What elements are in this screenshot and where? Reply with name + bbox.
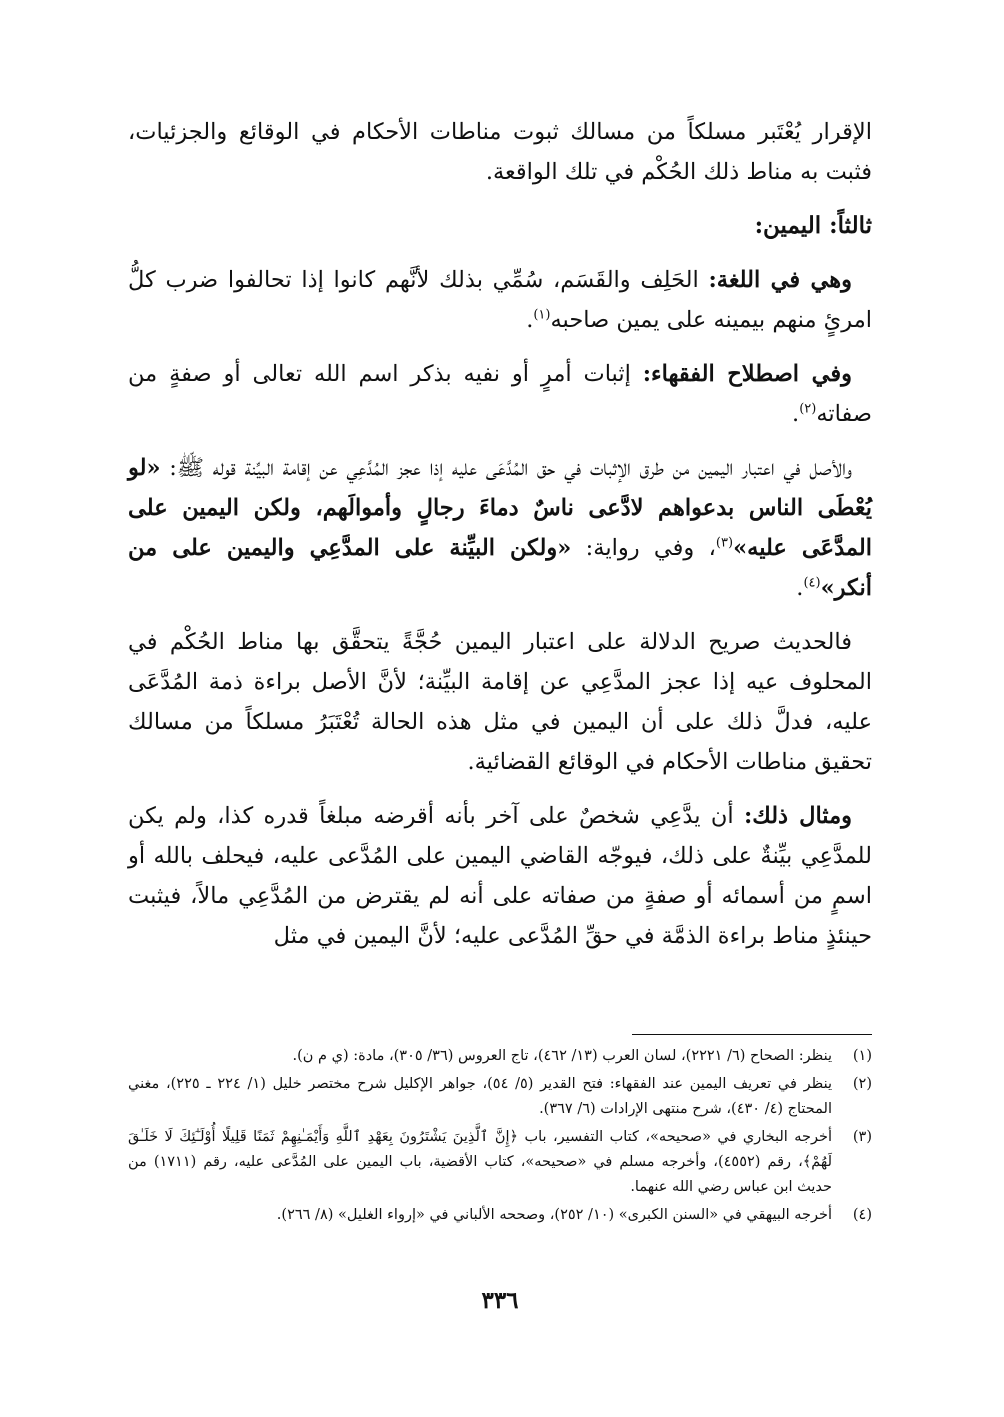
footnote-ref-2[interactable]: (٢)	[799, 401, 817, 417]
page-number: ٣٣٦	[481, 1287, 519, 1314]
footnote-item	[128, 1125, 872, 1200]
footnote-text: أخرجه البخاري في «صحيحه»، كتاب التفسير، باب ﴿إِنَّ ٱلَّذِينَ يَشْتَرُونَ بِعَهْدِ ٱللَّهِ وَأَيْمَـٰنِهِمْ ثَمَنًا قَلِيلًا أُوْلَـٰٓئِكَ لَا خَلَـٰقَ لَهُمْ﴾، رقم (٤٥٥٢)، وأخرجه مسلم في «صحيحه»، كتاب الأقضية، باب اليمين على المُدَّعى عليه، رقم (١٧١١) من حديث ابن عباس رضي الله عنهما.	[128, 1129, 832, 1195]
paragraph-asl-text: والأصل في اعتبار اليمين من طرق الإثبات في حق المُدَّعَى عليه إذا عجز المُدَّعِي عن إقامة البيِّنة قوله ﷺ:	[160, 455, 852, 481]
footnote-number: (٣)	[852, 1129, 872, 1145]
paragraph-mithal	[128, 796, 872, 956]
footnotes	[128, 1044, 872, 1231]
paragraph-iqrar: الإقرار يُعْتَبر مسلكاً من مسالك ثبوت مناطات الأحكام في الوقائع والجزئيات، فثبت به مناط ذلك الحُكْم في تلك الواقعة.	[128, 119, 872, 185]
paragraph-istilah	[128, 354, 872, 434]
hadith-quote-1: «لو يُعْطَى الناس بدعواهم لادَّعى ناسٌ دماءَ رجالٍ وأموالَهم، ولكن اليمين على المدَّعَى عليه»	[128, 455, 872, 561]
footnote-separator	[632, 1034, 872, 1035]
term-mithal: ومثال ذلك:	[743, 803, 853, 829]
mithal-text: أن يدَّعِي شخصٌ على آخر بأنه أقرضه مبلغاً قدره كذا، ولم يكن للمدَّعِي بيِّنةٌ على ذلك، فيوجّه القاضي اليمين على المُدَّعى عليه، فيحلف بالله أو اسمٍ من أسمائه أو صفةٍ من صفاته على أنه لم يقترض من المُدَّعِي مالاً، فيثبت حينئذٍ مناط براءة الذمَّة في حقِّ المُدَّعى عليه؛ لأنَّ اليمين في مثل	[128, 803, 872, 949]
footnote-text: ينظر: الصحاح (٦/ ٢٢٢١)، لسان العرب (١٣/ ٤٦٢)، تاج العروس (٣٦/ ٣٠٥)، مادة: (ي م ن).	[292, 1048, 832, 1064]
footnote-number: (٢)	[852, 1076, 872, 1092]
term-lugha: وهي في اللغة:	[708, 267, 852, 293]
paragraph-asl-riwaya: ، وفي رواية:	[571, 535, 716, 561]
page-body	[128, 112, 872, 1314]
paragraph-asl	[128, 448, 872, 608]
definition-lugha: الحَلِف والقَسَم، سُمِّي بذلك لأنَّهم كانوا إذا تحالفوا ضرب كلُّ امرئٍ منهم بيمينه على يمين صاحبه	[128, 267, 872, 333]
footnote-ref-3[interactable]: (٣)	[715, 535, 734, 551]
footnote-number: (٤)	[852, 1207, 872, 1223]
hadith-quote-2: «ولكن البيِّنة على المدَّعِي واليمين على من أنكر»	[128, 535, 872, 601]
footnote-ref-4[interactable]: (٤)	[803, 575, 821, 591]
punctuation: .	[526, 307, 534, 333]
footnote-text: ينظر في تعريف اليمين عند الفقهاء: فتح القدير (٥/ ٥٤)، جواهر الإكليل شرح مختصر خليل (١/ ٢٢٤ ـ ٢٢٥)، مغني المحتاج (٤/ ٤٣٠)، شرح منتهى الإرادات (٦/ ٣٦٧).	[128, 1076, 832, 1117]
section-heading-yamin: ثالثاً: اليمين:	[754, 212, 872, 239]
paragraph-hadith-dalala: فالحديث صريح الدلالة على اعتبار اليمين حُجَّةً يتحقَّق بها مناط الحُكْم في المحلوف عيه إذا عجز المدَّعِي عن إقامة البيِّنة؛ لأنَّ الأصل براءة ذمة المُدَّعَى عليه، فدلَّ ذلك على أن اليمين في مثل هذه الحالة تُعْتَبَرُ مسلكاً من مسالك تحقيق مناطات الأحكام في الوقائع القضائية.	[128, 629, 872, 775]
footnote-item	[128, 1044, 872, 1069]
footnote-ref-1[interactable]: (١)	[533, 307, 551, 323]
footnote-item	[128, 1203, 872, 1228]
paragraph-lugha	[128, 260, 872, 340]
punctuation: .	[792, 401, 800, 427]
punctuation: .	[796, 575, 804, 601]
footnote-text: أخرجه البيهقي في «السنن الكبرى» (١٠/ ٢٥٢)، وصححه الألباني في «إرواء الغليل» (٨/ ٢٦٦).	[276, 1207, 832, 1223]
main-text	[128, 112, 872, 956]
term-istilah: وفي اصطلاح الفقهاء:	[642, 361, 852, 387]
footnote-number: (١)	[852, 1048, 872, 1064]
definition-istilah: إثبات أمرٍ أو نفيه بذكر اسم الله تعالى أو صفةٍ من صفاته	[128, 361, 872, 427]
footnote-item	[128, 1072, 872, 1122]
